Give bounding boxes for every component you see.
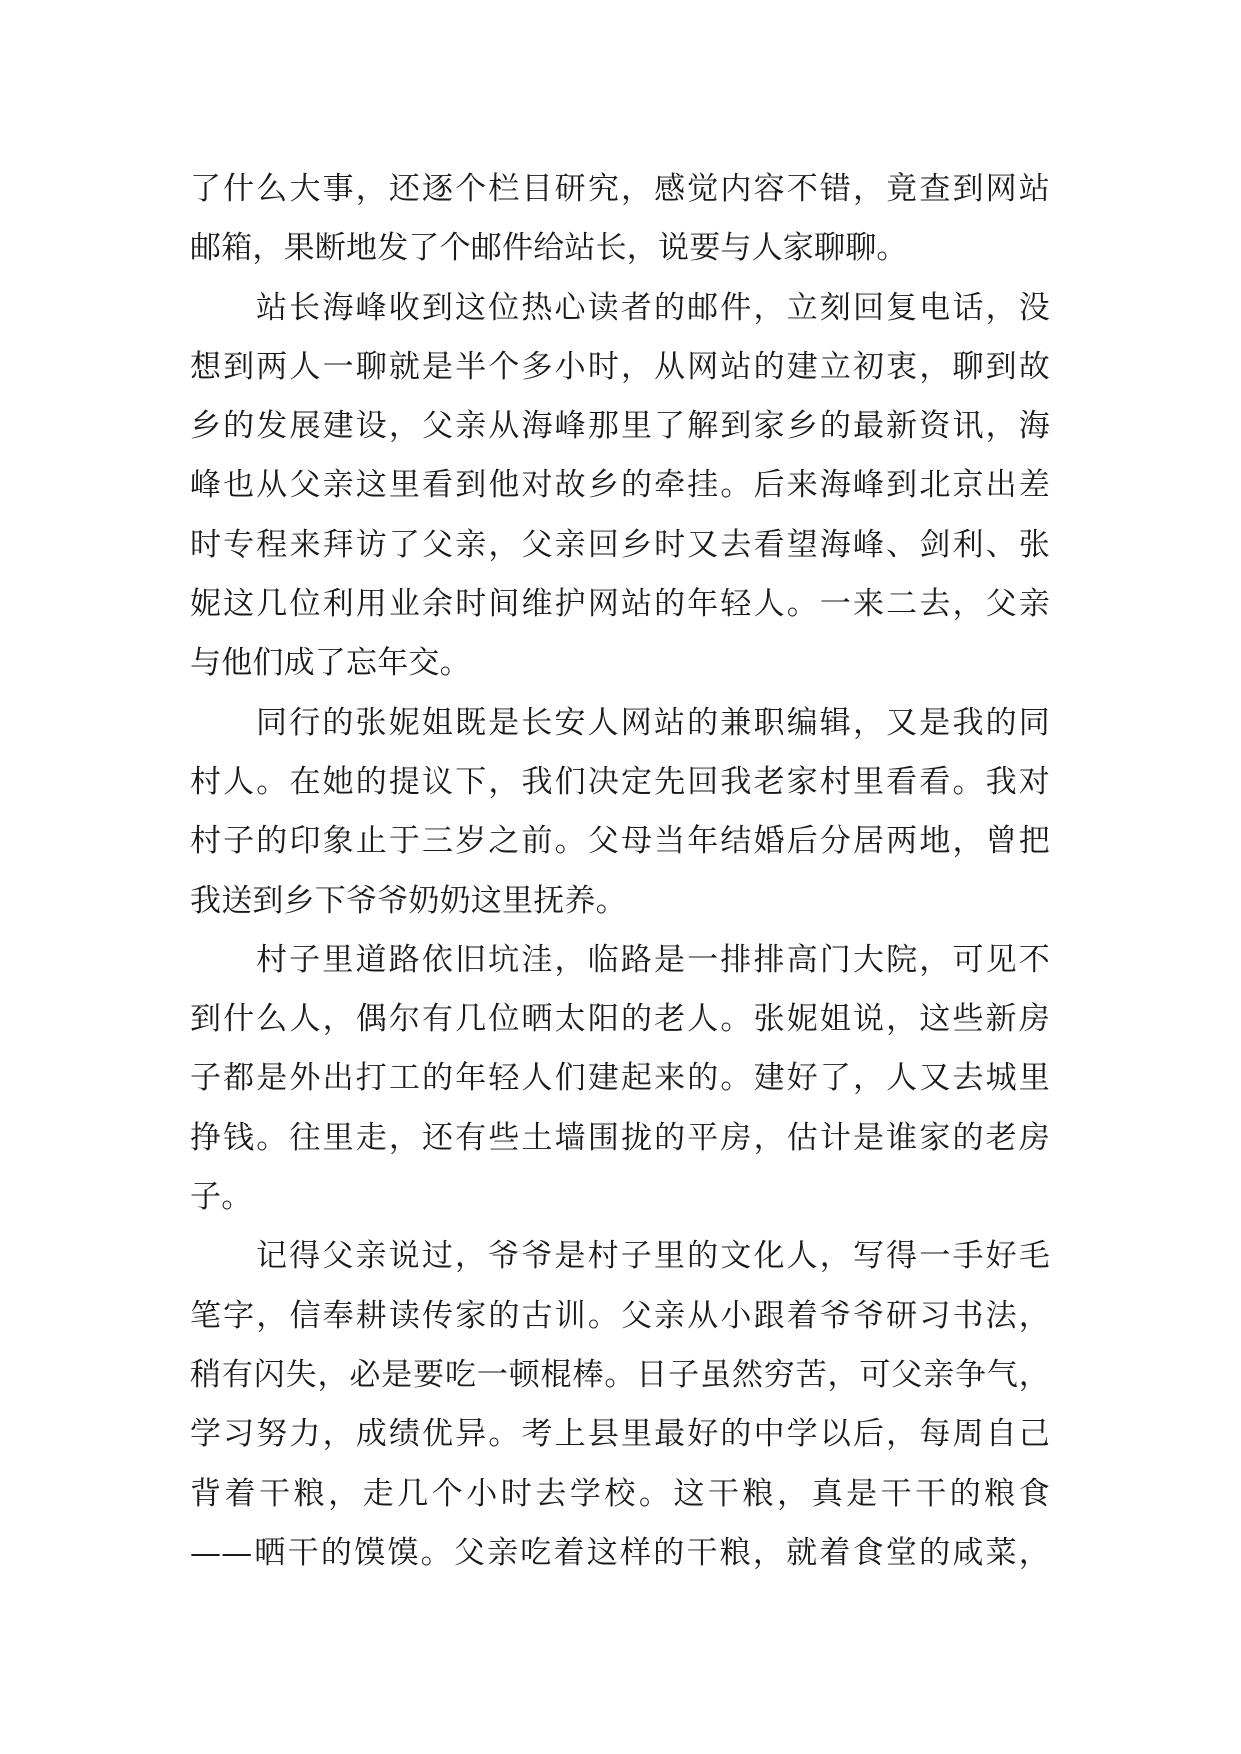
text-line: 与他们成了忘年交。	[190, 645, 471, 682]
text-line: 我送到乡下爷爷奶奶这里抚养。	[190, 882, 627, 919]
text-line: 学习努力，成绩优异。考上县里最好的中学以后，每周自己	[190, 1416, 1050, 1453]
text-line: 想到两人一聊就是半个多小时，从网站的建立初衷，聊到故	[190, 348, 1050, 385]
text-line: 稍有闪失，必是要吃一顿棍棒。日子虽然穷苦，可父亲争气，	[190, 1356, 1050, 1393]
text-line: 邮箱，果断地发了个邮件给站长，说要与人家聊聊。	[190, 230, 908, 267]
text-line: 村子的印象止于三岁之前。父母当年结婚后分居两地，曾把	[190, 823, 1050, 860]
text-line: 时专程来拜访了父亲，父亲回乡时又去看望海峰、剑利、张	[190, 526, 1050, 563]
text-line: 妮这几位利用业余时间维护网站的年轻人。一来二去，父亲	[190, 586, 1050, 623]
text-line: 村子里道路依旧坑洼，临路是一排排高门大院，可见不	[256, 941, 1050, 978]
text-line: 到什么人，偶尔有几位晒太阳的老人。张妮姐说，这些新房	[190, 1001, 1050, 1038]
text-line: 同行的张妮姐既是长安人网站的兼职编辑，又是我的同	[256, 704, 1050, 741]
text-line: 记得父亲说过，爷爷是村子里的文化人，写得一手好毛	[256, 1238, 1050, 1275]
text-line: 子。	[190, 1179, 253, 1216]
text-line: 峰也从父亲这里看到他对故乡的牵挂。后来海峰到北京出差	[190, 467, 1050, 504]
text-line: 背着干粮，走几个小时去学校。这干粮，真是干干的粮食	[190, 1475, 1050, 1512]
body-text	[190, 160, 1050, 1583]
text-line: 站长海峰收到这位热心读者的邮件，立刻回复电话，没	[256, 289, 1050, 326]
text-line: 笔字，信奉耕读传家的古训。父亲从小跟着爷爷研习书法，	[190, 1297, 1050, 1334]
text-line: 村人。在她的提议下，我们决定先回我老家村里看看。我对	[190, 763, 1050, 800]
text-line: 乡的发展建设，父亲从海峰那里了解到家乡的最新资讯，海	[190, 408, 1050, 445]
text-line: 挣钱。往里走，还有些土墙围拢的平房，估计是谁家的老房	[190, 1119, 1050, 1156]
text-line: 子都是外出打工的年轻人们建起来的。建好了，人又去城里	[190, 1060, 1050, 1097]
text-line: ——晒干的馍馍。父亲吃着这样的干粮，就着食堂的咸菜，	[190, 1534, 1050, 1571]
text-line: 了什么大事，还逐个栏目研究，感觉内容不错，竟查到网站	[190, 171, 1050, 207]
